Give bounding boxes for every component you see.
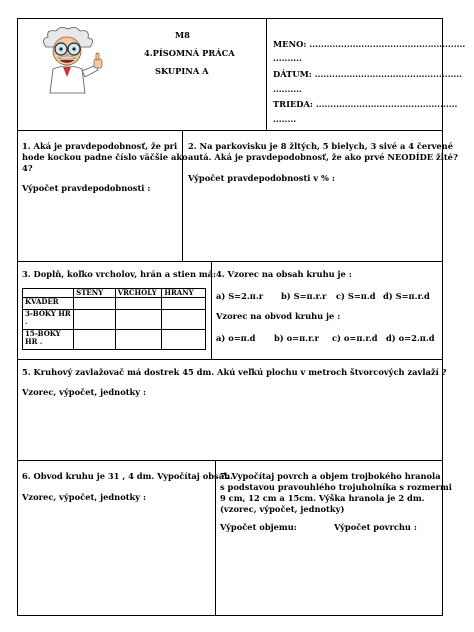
name-field[interactable]: MENO: ...................................................... bbox=[273, 39, 466, 49]
row-line-2 bbox=[18, 261, 442, 262]
row-line-4 bbox=[18, 460, 442, 461]
class-field-continuation: ........ bbox=[273, 114, 297, 124]
q7-text-line1: 7. Vypočítaj povrch a objem trojbokého hranola bbox=[220, 471, 441, 481]
q2-text-line1: 2. Na parkovisku je 8 žltých, 5 bielych, 3 sivé a 4 červené bbox=[188, 141, 453, 151]
q6-title: 6. Obvod kruhu je 31 , 4 dm. Vypočítaj obsah. bbox=[22, 471, 233, 481]
answer-cell[interactable] bbox=[74, 298, 116, 310]
table-row bbox=[23, 298, 206, 310]
q3-row-label: 15-BOKÝ HR . bbox=[23, 330, 74, 350]
answer-cell[interactable] bbox=[74, 310, 116, 330]
answer-cell[interactable] bbox=[115, 330, 162, 350]
q5-work-label: Vzorec, výpočet, jednotky : bbox=[22, 387, 147, 397]
answer-cell[interactable] bbox=[162, 330, 206, 350]
q3-header-steny: STENY bbox=[74, 289, 116, 298]
q3-table bbox=[22, 288, 206, 350]
answer-cell[interactable] bbox=[74, 330, 116, 350]
q1-calc-label: Výpočet pravdepodobnosti : bbox=[22, 183, 151, 193]
date-field[interactable]: DÁTUM: ................................................... bbox=[273, 69, 463, 79]
row-line-3 bbox=[18, 359, 442, 360]
q3-row-label: KVÁDER bbox=[23, 298, 74, 310]
date-field-continuation: .......... bbox=[273, 84, 302, 94]
test-group: SKUPINA A bbox=[155, 66, 209, 76]
q4-perimeter-option-b[interactable]: b) o=π.r.r bbox=[274, 333, 319, 343]
name-field-continuation: .......... bbox=[273, 53, 302, 63]
q1-text-line2: hode kockou padne číslo väčšie ako bbox=[22, 152, 188, 162]
answer-cell[interactable] bbox=[115, 298, 162, 310]
subject-code: M8 bbox=[175, 30, 190, 40]
q4-area-option-d[interactable]: d) S=π.r.d bbox=[383, 291, 430, 301]
q4-area-option-b[interactable]: b) S=π.r.r bbox=[281, 291, 327, 301]
worksheet bbox=[17, 18, 466, 616]
q4-area-option-a[interactable]: a) S=2.π.r bbox=[216, 291, 264, 301]
q6-q7-divider bbox=[215, 460, 216, 615]
class-field[interactable]: TRIEDA: ................................................. bbox=[273, 99, 458, 109]
q1-text-line3: 4? bbox=[22, 163, 33, 173]
q4-perimeter-option-d[interactable]: d) o=2.π.d bbox=[386, 333, 435, 343]
q7-text-line2: s podstavou pravouhlého trojuholníka s rozmermi bbox=[220, 482, 452, 492]
test-title: 4.PÍSOMNÁ PRÁCA bbox=[144, 48, 235, 58]
q1-text-line1: 1. Aká je pravdepodobnosť, že pri bbox=[22, 141, 178, 151]
q4-perimeter-option-a[interactable]: a) o=π.d bbox=[216, 333, 256, 343]
row-line-1 bbox=[18, 130, 442, 131]
q2-text-line2: autá. Aká je pravdepodobnosť, že ako prvé NEODÍDE žlté? bbox=[188, 152, 458, 162]
q2-calc-label: Výpočet pravdepodobnosti v % : bbox=[188, 173, 335, 183]
q3-title: 3. Doplň, koľko vrcholov, hrán a stien má: bbox=[22, 269, 217, 279]
q4-title: 4. Vzorec na obsah kruhu je : bbox=[216, 269, 352, 279]
q4-area-option-c[interactable]: c) S=π.d bbox=[336, 291, 376, 301]
q6-work-label: Vzorec, výpočet, jednotky : bbox=[22, 492, 147, 502]
q4-perimeter-option-c[interactable]: c) o=π.r.d bbox=[332, 333, 378, 343]
table-row bbox=[23, 310, 206, 330]
professor-icon bbox=[36, 25, 108, 95]
table-row bbox=[23, 330, 206, 350]
q7-text-line4: (vzorec, výpočet, jednotky) bbox=[220, 504, 345, 514]
q3-row-label: 3-BOKÝ HR . bbox=[23, 310, 74, 330]
header-divider bbox=[266, 19, 267, 130]
q1-q2-divider bbox=[182, 130, 183, 261]
q3-header-hrany: HRANY bbox=[162, 289, 206, 298]
answer-cell[interactable] bbox=[162, 310, 206, 330]
q7-surface-label: Výpočet povrchu : bbox=[334, 522, 417, 532]
q5-title: 5. Kruhový zavlažovač má dostrek 45 dm. Akú veľkú plochu v metroch štvorcových zavlaží ? bbox=[22, 367, 447, 377]
q7-text-line3: 9 cm, 12 cm a 15cm. Výška hranola je 2 dm. bbox=[220, 493, 425, 503]
q7-volume-label: Výpočet objemu: bbox=[220, 522, 297, 532]
q3-header-vrcholy: VRCHOLY bbox=[115, 289, 162, 298]
q4-perimeter-title: Vzorec na obvod kruhu je : bbox=[216, 311, 341, 321]
answer-cell[interactable] bbox=[115, 310, 162, 330]
answer-cell[interactable] bbox=[162, 298, 206, 310]
